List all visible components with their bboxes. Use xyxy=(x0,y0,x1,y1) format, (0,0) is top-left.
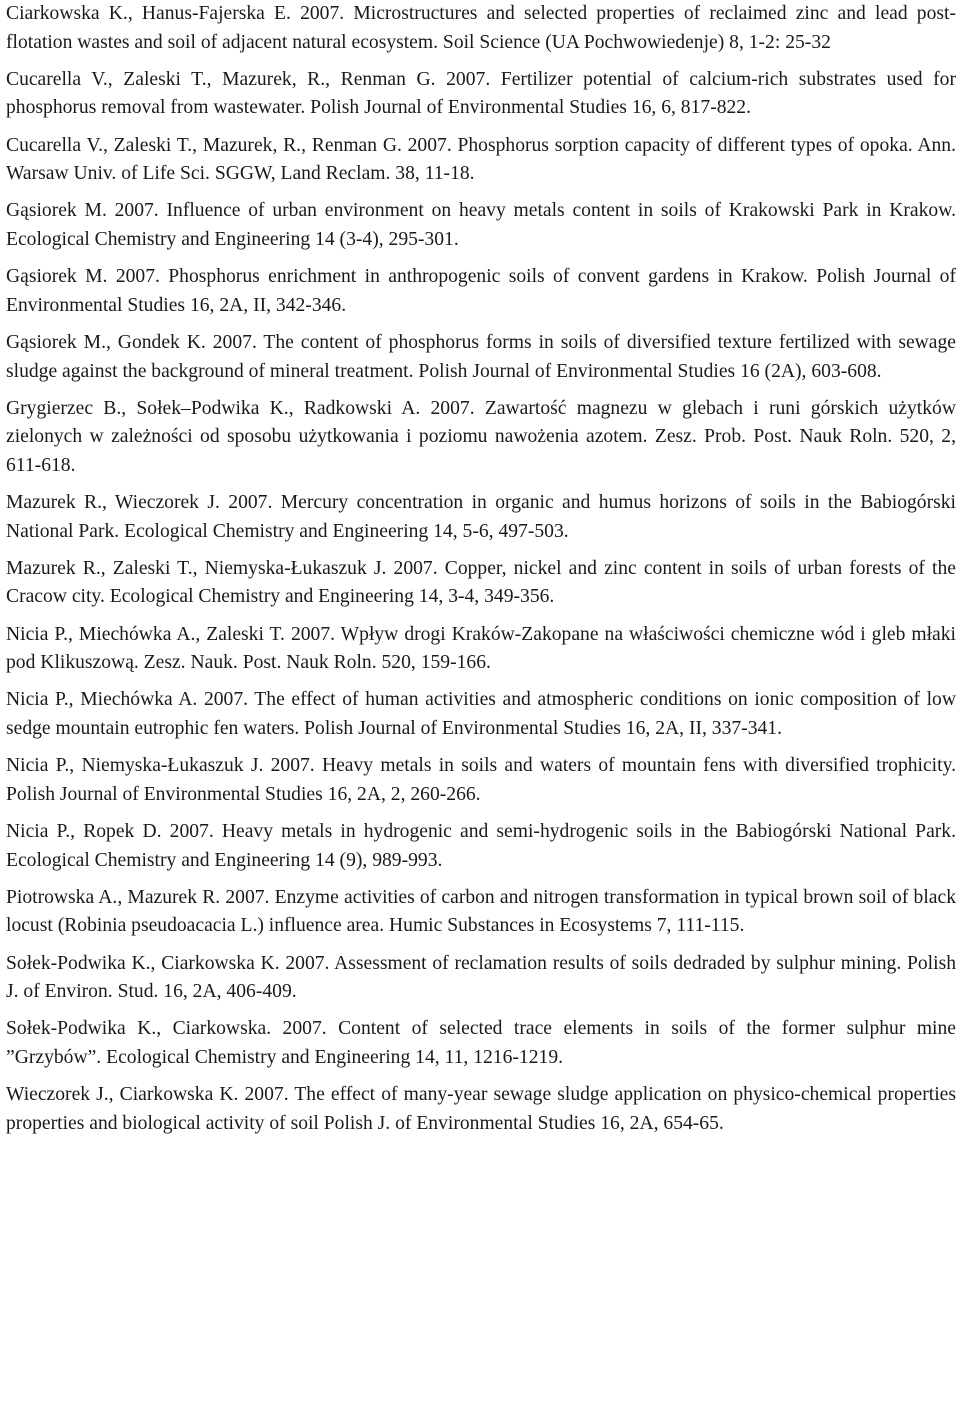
reference-entry: Nicia P., Miechówka A. 2007. The effect of human activities and atmospheric conditions on ionic composition of low sedge mountain eutrophic fen waters. Polish Journal of Environmental Studies 16, 2A, II, 337-341. xyxy=(6,689,956,739)
reference-entry: Ciarkowska K., Hanus-Fajerska E. 2007. Microstructures and selected properties of reclaimed zinc and lead post-flotation wastes and soil of adjacent natural ecosystem. Soil Science (UA Pochwowiedenje) 8, 1-2: 25-32 xyxy=(6,3,956,53)
reference-entry: Mazurek R., Zaleski T., Niemyska-Łukaszuk J. 2007. Copper, nickel and zinc content in soils of urban forests of the Cracow city. Ecological Chemistry and Engineering 14, 3-4, 349-356. xyxy=(6,557,956,608)
reference-entry: Gąsiorek M. 2007. Phosphorus enrichment in anthropogenic soils of convent gardens in Krakow. Polish Journal of Environmental Studies 16, 2A, II, 342-346. xyxy=(6,266,956,316)
reference-entry: Gąsiorek M. 2007. Influence of urban environment on heavy metals content in soils of Krakowski Park in Krakow. Ecological Chemistry and Engineering 14 (3-4), 295-301. xyxy=(6,200,956,250)
reference-entry: Gąsiorek M., Gondek K. 2007. The content of phosphorus forms in soils of diversified texture fertilized with sewage sludge against the background of mineral treatment. Polish Journal of Environmental Studies 16 (2A), 603-608. xyxy=(6,331,956,382)
reference-entry: Sołek-Podwika K., Ciarkowska. 2007. Content of selected trace elements in soils of the former sulphur mine ”Grzybów”. Ecological Chemistry and Engineering 14, 11, 1216-1219. xyxy=(6,1018,956,1068)
reference-entry: Sołek-Podwika K., Ciarkowska K. 2007. Assessment of reclamation results of soils dedraded by sulphur mining. Polish J. of Environ. Stud. 16, 2A, 406-409. xyxy=(6,952,956,1003)
reference-list xyxy=(6,0,956,1147)
reference-entry: Mazurek R., Wieczorek J. 2007. Mercury concentration in organic and humus horizons of soils in the Babiogórski National Park. Ecological Chemistry and Engineering 14, 5-6, 497-503. xyxy=(6,492,956,542)
reference-entry: Cucarella V., Zaleski T., Mazurek, R., Renman G. 2007. Fertilizer potential of calcium-rich substrates used for phosphorus removal from wastewater. Polish Journal of Environmental Studies 16, 6, 817-822. xyxy=(6,68,956,119)
reference-entry: Nicia P., Niemyska-Łukaszuk J. 2007. Heavy metals in soils and waters of mountain fens with diversified trophicity. Polish Journal of Environmental Studies 16, 2A, 2, 260-266. xyxy=(6,755,956,805)
reference-entry: Nicia P., Ropek D. 2007. Heavy metals in hydrogenic and semi-hydrogenic soils in the Babiogórski National Park. Ecological Chemistry and Engineering 14 (9), 989-993. xyxy=(6,820,956,871)
reference-entry: Wieczorek J., Ciarkowska K. 2007. The effect of many-year sewage sludge application on physico-chemical properties properties and biological activity of soil Polish J. of Environmental Studies 16, 2A, 654-65. xyxy=(6,1084,956,1134)
reference-entry: Cucarella V., Zaleski T., Mazurek, R., Renman G. 2007. Phosphorus sorption capacity of different types of opoka. Ann. Warsaw Univ. of Life Sci. SGGW, Land Reclam. 38, 11-18. xyxy=(6,134,956,185)
reference-entry: Grygierzec B., Sołek–Podwika K., Radkowski A. 2007. Zawartość magnezu w glebach i runi górskich użytków zielonych w zależności od sposobu użytkowania i poziomu nawożenia azotem. Zesz. Prob. Post. Nauk Roln. 520, 2, 611-618. xyxy=(6,397,956,476)
reference-entry: Piotrowska A., Mazurek R. 2007. Enzyme activities of carbon and nitrogen transformation in typical brown soil of black locust (Robinia pseudoacacia L.) influence area. Humic Substances in Ecosystems 7, 111-115. xyxy=(6,886,956,937)
reference-entry: Nicia P., Miechówka A., Zaleski T. 2007. Wpływ drogi Kraków-Zakopane na właściwości chemiczne wód i gleb młaki pod Klikuszową. Zesz. Nauk. Post. Nauk Roln. 520, 159-166. xyxy=(6,623,956,674)
